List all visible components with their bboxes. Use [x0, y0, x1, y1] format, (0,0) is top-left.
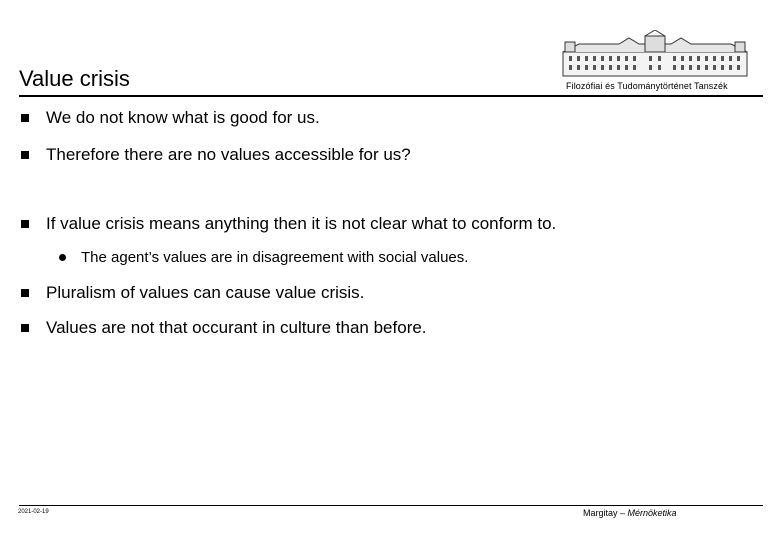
bullet-text: Pluralism of values can cause value crisis. — [46, 283, 365, 302]
slide-title: Value crisis — [19, 66, 130, 91]
sub-bullet-text: The agent’s values are in disagreement with social values. — [81, 249, 469, 266]
square-bullet-icon — [21, 289, 29, 297]
logo-caption: Filozófiai és Tudománytörténet Tanszék — [566, 81, 728, 91]
square-bullet-icon — [21, 324, 29, 332]
bullet-text: Values are not that occurant in culture than before. — [46, 318, 427, 337]
bullet-text: If value crisis means anything then it is not clear what to conform to. — [46, 214, 557, 233]
round-bullet-icon — [59, 254, 66, 261]
square-bullet-icon — [21, 114, 29, 122]
bullet-text: We do not know what is good for us. — [46, 108, 320, 127]
title-divider — [19, 95, 763, 97]
square-bullet-icon — [21, 151, 29, 159]
footer-date: 2021-02-19 — [18, 509, 49, 515]
footer-credit — [583, 508, 677, 518]
footer-author: Margitay – — [583, 508, 628, 518]
bullet-text: Therefore there are no values accessible for us? — [46, 145, 411, 164]
square-bullet-icon — [21, 220, 29, 228]
footer-divider — [19, 505, 763, 506]
footer-course: Mérnöketika — [627, 508, 677, 518]
